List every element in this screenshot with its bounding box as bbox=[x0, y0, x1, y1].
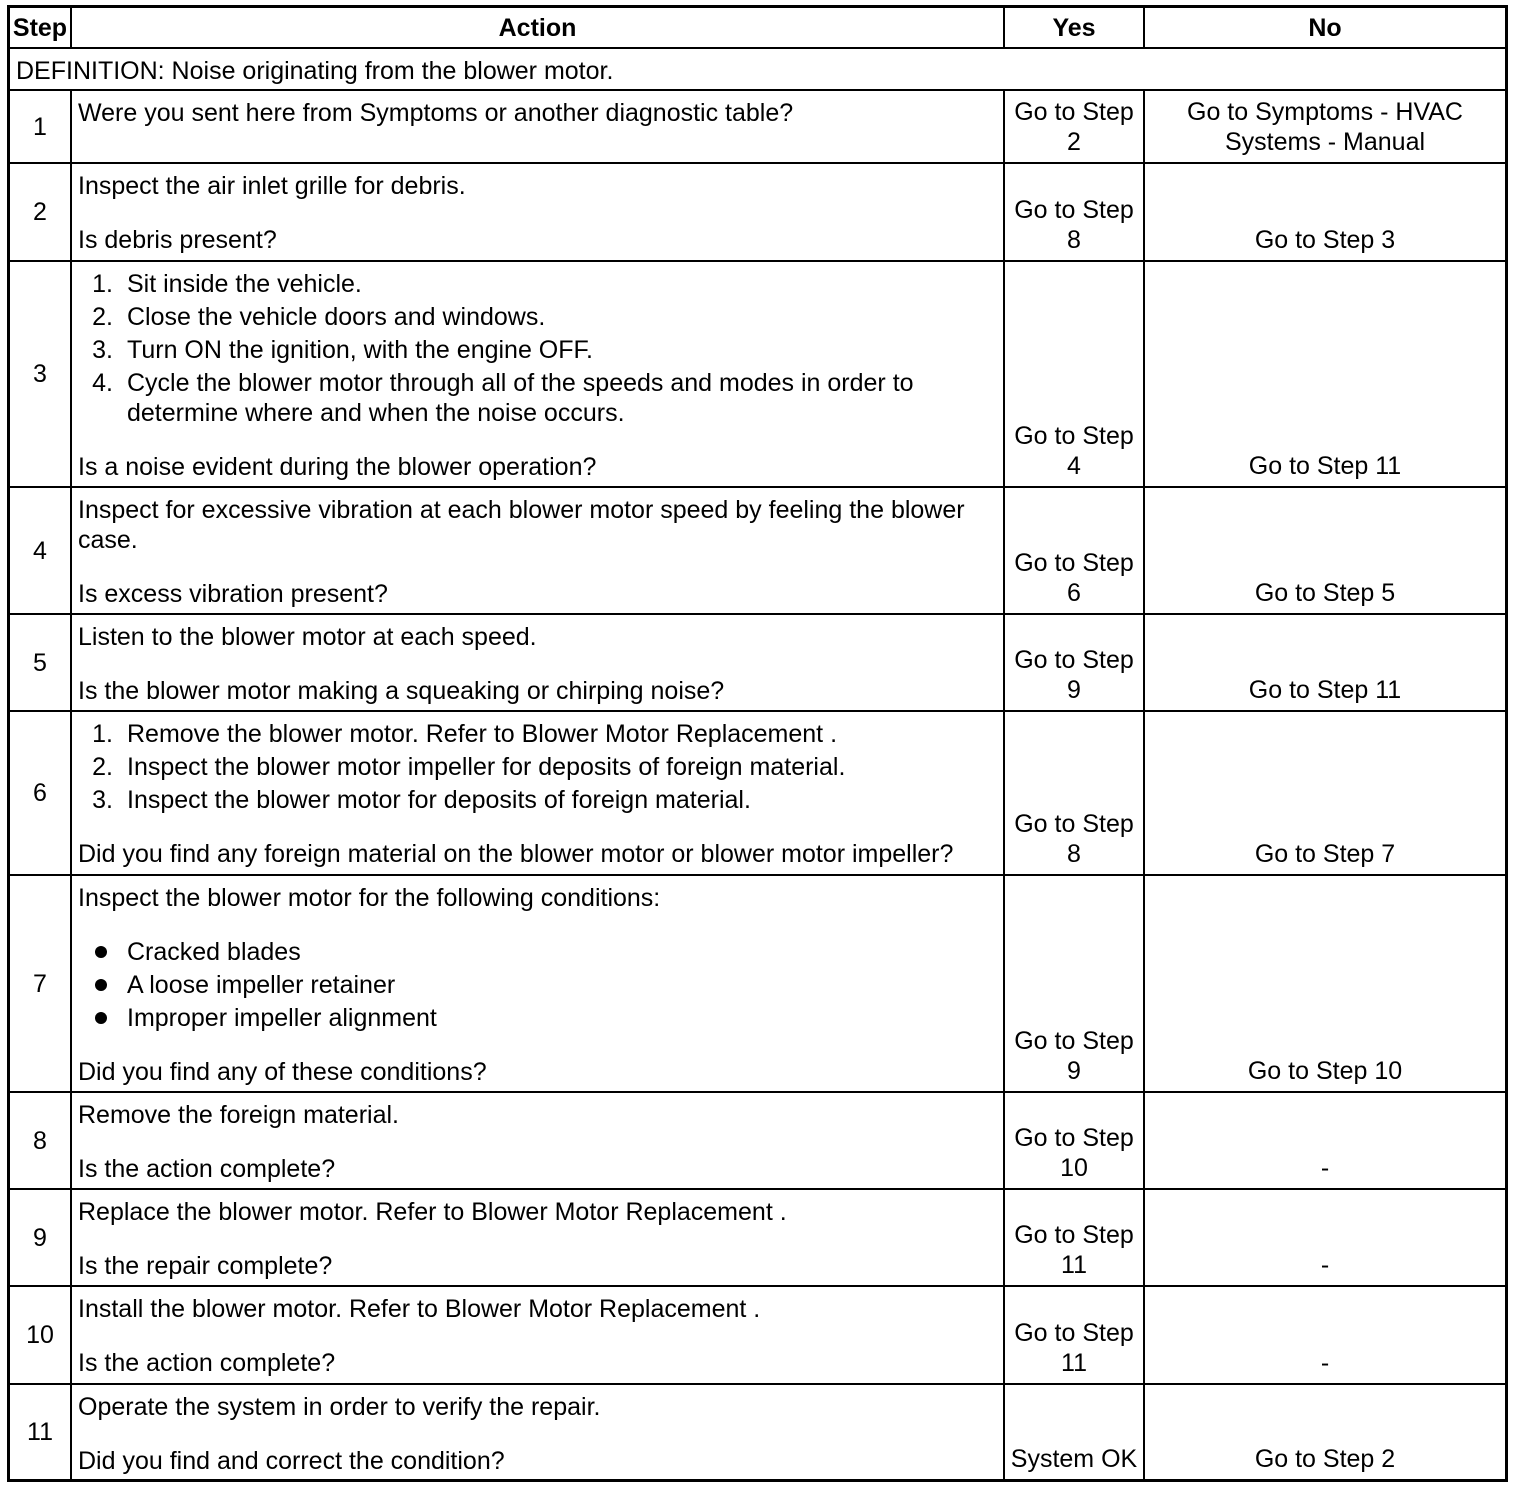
bullet-icon bbox=[95, 979, 107, 991]
yes-result: Go to Step 11 bbox=[1014, 1221, 1134, 1279]
list-number: 2. bbox=[92, 753, 113, 781]
list-item bbox=[78, 937, 997, 967]
list-item bbox=[78, 785, 997, 815]
action-cell bbox=[72, 1287, 1003, 1383]
action-cell bbox=[72, 876, 1003, 1091]
action-intro: Replace the blower motor. Refer to Blower Motor Replacement . bbox=[78, 1198, 787, 1226]
bullet-text: Cracked blades bbox=[127, 938, 301, 966]
no-result: Go to Symptoms - HVAC Systems - Manual bbox=[1187, 98, 1463, 156]
diagnostic-table bbox=[7, 5, 1508, 1482]
step-number: 5 bbox=[10, 615, 70, 710]
action-question: Is the blower motor making a squeaking or chirping noise? bbox=[78, 677, 725, 705]
yes-cell bbox=[1005, 91, 1143, 162]
numbered-list bbox=[78, 269, 997, 428]
no-result: - bbox=[1320, 1154, 1330, 1182]
no-cell bbox=[1145, 876, 1505, 1091]
action-cell bbox=[72, 164, 1003, 260]
action-question: Did you find any foreign material on the blower motor or blower motor impeller? bbox=[78, 840, 954, 868]
no-cell bbox=[1145, 164, 1505, 260]
no-result: Go to Step 3 bbox=[1254, 226, 1396, 254]
step-number: 8 bbox=[10, 1093, 70, 1188]
no-result: Go to Step 5 bbox=[1254, 579, 1396, 607]
bullet-text: Improper impeller alignment bbox=[127, 1004, 437, 1032]
list-number: 2. bbox=[92, 303, 113, 331]
action-question: Did you find any of these conditions? bbox=[78, 1058, 487, 1086]
list-item bbox=[78, 1003, 997, 1033]
action-question: Is the repair complete? bbox=[78, 1252, 333, 1280]
step-number: 7 bbox=[10, 876, 70, 1091]
yes-result: Go to Step 8 bbox=[1014, 196, 1134, 254]
yes-cell bbox=[1005, 1093, 1143, 1188]
yes-result: Go to Step 9 bbox=[1014, 1027, 1134, 1085]
no-result: Go to Step 2 bbox=[1254, 1445, 1396, 1473]
no-result: Go to Step 11 bbox=[1248, 676, 1402, 704]
action-intro: Inspect the air inlet grille for debris. bbox=[78, 172, 466, 200]
no-cell bbox=[1145, 615, 1505, 710]
bullet-icon bbox=[95, 946, 107, 958]
action-intro: Operate the system in order to verify the repair. bbox=[78, 1393, 601, 1421]
no-result: Go to Step 10 bbox=[1247, 1057, 1403, 1085]
yes-result: Go to Step 10 bbox=[1014, 1124, 1134, 1182]
list-text: Turn ON the ignition, with the engine OFF. bbox=[127, 336, 593, 364]
list-text: Sit inside the vehicle. bbox=[127, 270, 362, 298]
definition-text: DEFINITION: Noise originating from the blower motor. bbox=[16, 57, 614, 85]
action-intro: Inspect for excessive vibration at each blower motor speed by feeling the blower case. bbox=[78, 496, 965, 554]
bullet-marker bbox=[78, 970, 127, 1000]
yes-cell bbox=[1005, 488, 1143, 613]
yes-result: Go to Step 11 bbox=[1014, 1319, 1134, 1377]
yes-result: Go to Step 8 bbox=[1014, 810, 1134, 868]
no-cell bbox=[1145, 1385, 1505, 1479]
bullet-list bbox=[78, 937, 997, 1033]
yes-result: Go to Step 9 bbox=[1014, 646, 1134, 704]
action-cell bbox=[72, 1385, 1003, 1479]
action-intro: Inspect the blower motor for the following conditions: bbox=[78, 884, 661, 912]
list-number: 4. bbox=[92, 369, 113, 397]
action-question: Is a noise evident during the blower operation? bbox=[78, 453, 597, 481]
action-cell bbox=[72, 1190, 1003, 1285]
step-number: 2 bbox=[10, 164, 70, 260]
step-number: 6 bbox=[10, 712, 70, 874]
yes-cell bbox=[1005, 262, 1143, 486]
action-question: Is debris present? bbox=[78, 226, 277, 254]
numbered-list bbox=[78, 719, 997, 815]
list-number: 1. bbox=[92, 270, 113, 298]
action-cell bbox=[72, 615, 1003, 710]
yes-cell bbox=[1005, 712, 1143, 874]
header-action: Action bbox=[72, 8, 1003, 47]
bullet-marker bbox=[78, 1003, 127, 1033]
yes-result: Go to Step 6 bbox=[1014, 549, 1134, 607]
step-number: 10 bbox=[10, 1287, 70, 1383]
list-text: Inspect the blower motor for deposits of foreign material. bbox=[127, 786, 751, 814]
action-cell bbox=[72, 262, 1003, 486]
action-cell bbox=[72, 712, 1003, 874]
yes-result: Go to Step 2 bbox=[1014, 98, 1134, 156]
action-question: Did you find and correct the condition? bbox=[78, 1447, 505, 1475]
yes-result: Go to Step 4 bbox=[1014, 422, 1134, 480]
action-cell bbox=[72, 1093, 1003, 1188]
action-intro: Remove the foreign material. bbox=[78, 1101, 399, 1129]
list-text: Inspect the blower motor impeller for deposits of foreign material. bbox=[127, 753, 846, 781]
action-question: Is the action complete? bbox=[78, 1349, 336, 1377]
header-no: No bbox=[1145, 8, 1505, 47]
list-item bbox=[78, 335, 997, 365]
definition-row bbox=[10, 49, 1505, 89]
list-text: Close the vehicle doors and windows. bbox=[127, 303, 546, 331]
no-cell bbox=[1145, 1093, 1505, 1188]
list-text: Cycle the blower motor through all of the speeds and modes in order to determine where and when the noise occurs. bbox=[127, 369, 914, 427]
list-item bbox=[78, 368, 997, 428]
step-number: 11 bbox=[10, 1385, 70, 1479]
step-number: 9 bbox=[10, 1190, 70, 1285]
list-number: 1. bbox=[92, 720, 113, 748]
bullet-marker bbox=[78, 937, 127, 967]
step-number: 1 bbox=[10, 91, 70, 162]
no-cell bbox=[1145, 1190, 1505, 1285]
no-cell bbox=[1145, 91, 1505, 162]
step-number: 4 bbox=[10, 488, 70, 613]
yes-cell bbox=[1005, 876, 1143, 1091]
action-intro: Listen to the blower motor at each speed. bbox=[78, 623, 537, 651]
action-question: Is excess vibration present? bbox=[78, 580, 388, 608]
yes-result: System OK bbox=[1010, 1445, 1138, 1473]
action-question: Were you sent here from Symptoms or another diagnostic table? bbox=[78, 99, 794, 127]
no-result: Go to Step 7 bbox=[1254, 840, 1396, 868]
list-item bbox=[78, 970, 997, 1000]
yes-cell bbox=[1005, 1190, 1143, 1285]
list-item bbox=[78, 752, 997, 782]
yes-cell bbox=[1005, 1385, 1143, 1479]
no-cell bbox=[1145, 262, 1505, 486]
list-item bbox=[78, 269, 997, 299]
bullet-text: A loose impeller retainer bbox=[127, 971, 396, 999]
yes-cell bbox=[1005, 164, 1143, 260]
no-cell bbox=[1145, 488, 1505, 613]
step-number: 3 bbox=[10, 262, 70, 486]
no-cell bbox=[1145, 1287, 1505, 1383]
action-cell bbox=[72, 91, 1003, 162]
list-text: Remove the blower motor. Refer to Blower Motor Replacement . bbox=[127, 720, 838, 748]
no-cell bbox=[1145, 712, 1505, 874]
no-result: Go to Step 11 bbox=[1248, 452, 1402, 480]
action-question: Is the action complete? bbox=[78, 1155, 336, 1183]
action-intro: Install the blower motor. Refer to Blower Motor Replacement . bbox=[78, 1295, 761, 1323]
bullet-icon bbox=[95, 1012, 107, 1024]
list-number: 3. bbox=[92, 336, 113, 364]
action-cell bbox=[72, 488, 1003, 613]
list-number: 3. bbox=[92, 786, 113, 814]
no-result: - bbox=[1320, 1251, 1330, 1279]
header-step: Step bbox=[10, 8, 70, 47]
no-result: - bbox=[1320, 1349, 1330, 1377]
header-yes: Yes bbox=[1005, 8, 1143, 47]
list-item bbox=[78, 302, 997, 332]
yes-cell bbox=[1005, 1287, 1143, 1383]
yes-cell bbox=[1005, 615, 1143, 710]
list-item bbox=[78, 719, 997, 749]
